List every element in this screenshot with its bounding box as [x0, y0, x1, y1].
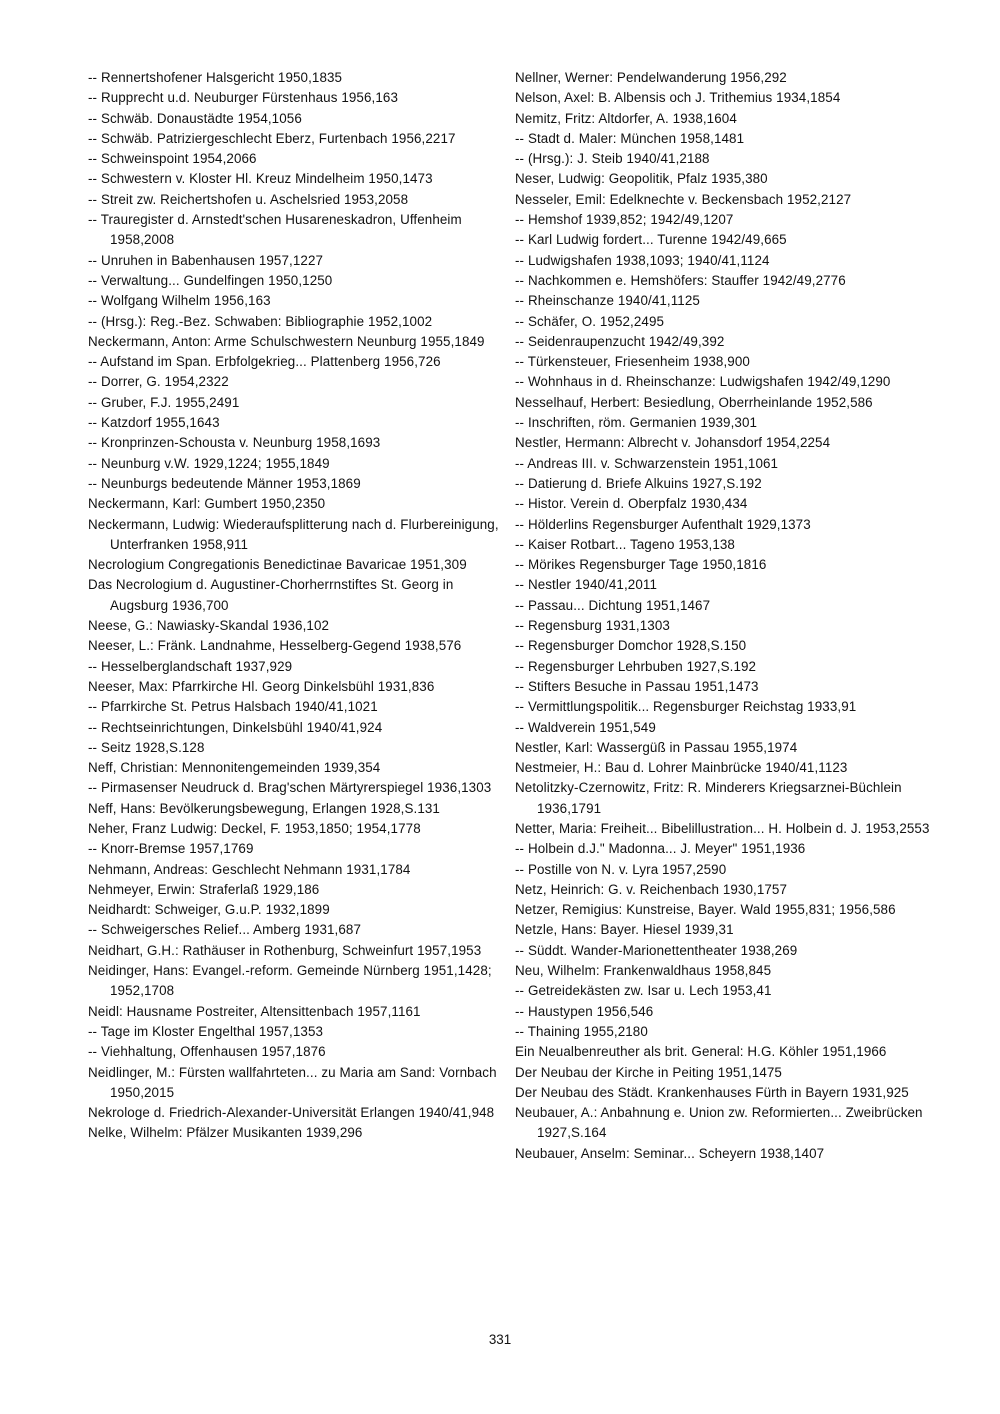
index-entry: -- Hölderlins Regensburger Aufenthalt 1929,1373 [515, 516, 811, 532]
index-entry: -- Wolfgang Wilhelm 1956,163 [88, 293, 271, 309]
index-entry: -- Postille von N. v. Lyra 1957,2590 [515, 861, 727, 877]
index-entry: Nesselhauf, Herbert: Besiedlung, Oberrheinlande 1952,586 [515, 394, 873, 410]
index-entry: -- Rennertshofener Halsgericht 1950,1835 [88, 70, 343, 85]
index-entry: Neidl: Hausname Postreiter, Altensittenbach 1957,1161 [88, 1003, 421, 1019]
index-entry: -- (Hrsg.): Reg.-Bez. Schwaben: Bibliographie 1952,1002 [88, 313, 433, 329]
index-entry: -- Gruber, F.J. 1955,2491 [88, 394, 240, 410]
index-entry: -- Nachkommen e. Hemshöfers: Stauffer 1942/49,2776 [515, 272, 846, 288]
index-entry: Neckermann, Anton: Arme Schulschwestern Neunburg 1955,1849 [88, 333, 485, 349]
index-entry: Neidhart, G.H.: Rathäuser in Rothenburg, Schweinfurt 1957,1953 [88, 942, 482, 958]
page-number: 331 [488, 1332, 512, 1347]
index-entry: -- Regensburger Lehrbuben 1927,S.192 [515, 658, 757, 674]
index-entry: -- Verwaltung... Gundelfingen 1950,1250 [88, 272, 333, 288]
index-entry: -- Waldverein 1951,549 [515, 719, 656, 735]
index-entry: Netter, Maria: Freiheit... Bibelillustration... H. Holbein d. J. 1953,2553 [515, 820, 930, 836]
index-entry: -- Knorr-Bremse 1957,1769 [88, 841, 254, 857]
index-entry: -- Rupprecht u.d. Neuburger Fürstenhaus 1956,163 [88, 90, 398, 106]
index-entry: Nestler, Karl: Wassergüß in Passau 1955,1974 [515, 739, 798, 755]
index-entry: Nemitz, Fritz: Altdorfer, A. 1938,1604 [515, 110, 737, 126]
index-entry: -- Regensburger Domchor 1928,S.150 [515, 638, 747, 654]
index-entry: Neese, G.: Nawiasky-Skandal 1936,102 [88, 618, 330, 634]
index-entry: Neckermann, Karl: Gumbert 1950,2350 [88, 496, 326, 512]
index-entry: Nehmeyer, Erwin: Straferlaß 1929,186 [88, 881, 320, 897]
index-entry: Necrologium Congregationis Benedictinae Bavaricae 1951,309 [88, 557, 467, 573]
index-entry: -- Getreidekästen zw. Isar u. Lech 1953,41 [515, 983, 772, 999]
index-entry: -- Neunburg v.W. 1929,1224; 1955,1849 [88, 455, 330, 471]
index-entry: -- Schweinspoint 1954,2066 [88, 151, 257, 167]
index-entry: -- Schwäb. Donaustädte 1954,1056 [88, 110, 302, 126]
index-entry: -- Hesselberglandschaft 1937,929 [88, 658, 293, 674]
index-entry: Neidlinger, M.: Fürsten wallfahrteten... zu Maria am Sand: Vornbach 1950,2015 [88, 1064, 497, 1100]
index-entry: -- Pfarrkirche St. Petrus Halsbach 1940/41,1021 [88, 699, 378, 715]
index-entry: -- Viehhaltung, Offenhausen 1957,1876 [88, 1044, 326, 1060]
index-entry: Nellner, Werner: Pendelwanderung 1956,292 [515, 70, 787, 85]
index-entry: -- Türkensteuer, Friesenheim 1938,900 [515, 354, 750, 370]
index-entry: -- Mörikes Regensburger Tage 1950,1816 [515, 557, 767, 573]
index-entry: -- Haustypen 1956,546 [515, 1003, 654, 1019]
index-entry: -- Aufstand im Span. Erbfolgekrieg... Plattenberg 1956,726 [88, 354, 441, 370]
index-entry: -- Stadt d. Maler: München 1958,1481 [515, 130, 745, 146]
index-entry: Neff, Christian: Mennonitengemeinden 1939,354 [88, 760, 381, 776]
index-entry: -- Andreas III. v. Schwarzenstein 1951,1061 [515, 455, 779, 471]
index-entry: -- Neunburgs bedeutende Männer 1953,1869 [88, 475, 361, 491]
index-entry: -- Thaining 1955,2180 [515, 1023, 648, 1039]
index-entry: Nestler, Hermann: Albrecht v. Johansdorf 1954,2254 [515, 435, 831, 451]
index-entry: Der Neubau der Kirche in Peiting 1951,1475 [515, 1064, 782, 1080]
index-entry: -- Karl Ludwig fordert... Turenne 1942/49,665 [515, 232, 787, 248]
index-entry: -- Kronprinzen-Schousta v. Neunburg 1958,1693 [88, 435, 381, 451]
index-entry: Neher, Franz Ludwig: Deckel, F. 1953,1850; 1954,1778 [88, 820, 421, 836]
index-column-right [515, 68, 930, 1164]
index-entry: Der Neubau des Städt. Krankenhauses Fürth in Bayern 1931,925 [515, 1084, 909, 1100]
index-entry: -- Unruhen in Babenhausen 1957,1227 [88, 252, 324, 268]
index-entry: -- Schwestern v. Kloster Hl. Kreuz Mindelheim 1950,1473 [88, 171, 433, 187]
index-entry: -- Regensburg 1931,1303 [515, 618, 670, 634]
index-entry: -- Trauregister d. Arnstedt'schen Husareneskadron, Uffenheim 1958,2008 [88, 212, 462, 248]
index-entry: -- Hemshof 1939,852; 1942/49,1207 [515, 212, 734, 228]
index-entry: -- Vermittlungspolitik... Regensburger Reichstag 1933,91 [515, 699, 857, 715]
index-entry: -- Rechtseinrichtungen, Dinkelsbühl 1940/41,924 [88, 719, 383, 735]
index-entry: -- Stifters Besuche in Passau 1951,1473 [515, 678, 759, 694]
index-entry: -- Kaiser Rotbart... Tageno 1953,138 [515, 536, 735, 552]
index-entry: Neidhardt: Schweiger, G.u.P. 1932,1899 [88, 902, 330, 918]
index-entry: Netzle, Hans: Bayer. Hiesel 1939,31 [515, 922, 734, 938]
index-entry: Nestmeier, H.: Bau d. Lohrer Mainbrücke 1940/41,1123 [515, 760, 848, 776]
index-entry: -- Histor. Verein d. Oberpfalz 1930,434 [515, 496, 748, 512]
index-entry: -- Rheinschanze 1940/41,1125 [515, 293, 700, 309]
index-entry: -- (Hrsg.): J. Steib 1940/41,2188 [515, 151, 710, 167]
index-entry: -- Seitz 1928,S.128 [88, 739, 205, 755]
index-entry: -- Süddt. Wander-Marionettentheater 1938,269 [515, 942, 798, 958]
index-entry: Netzer, Remigius: Kunstreise, Bayer. Wald 1955,831; 1956,586 [515, 902, 896, 918]
index-entry: -- Wohnhaus in d. Rheinschanze: Ludwigshafen 1942/49,1290 [515, 374, 891, 390]
index-entry: Das Necrologium d. Augustiner-Chorherrnstiftes St. Georg in Augsburg 1936,700 [88, 577, 454, 613]
index-entry: Ein Neualbenreuther als brit. General: H.G. Köhler 1951,1966 [515, 1044, 887, 1060]
index-entry: Neidinger, Hans: Evangel.-reform. Gemeinde Nürnberg 1951,1428; 1952,1708 [88, 963, 492, 999]
index-entry: -- Ludwigshafen 1938,1093; 1940/41,1124 [515, 252, 770, 268]
index-entry: Neeser, L.: Fränk. Landnahme, Hesselberg-Gegend 1938,576 [88, 638, 462, 654]
index-entry: -- Inschriften, röm. Germanien 1939,301 [515, 415, 758, 431]
index-entry: -- Datierung d. Briefe Alkuins 1927,S.192 [515, 475, 762, 491]
index-entry: -- Schwäb. Patriziergeschlecht Eberz, Furtenbach 1956,2217 [88, 130, 456, 146]
index-entry: Nelke, Wilhelm: Pfälzer Musikanten 1939,296 [88, 1125, 363, 1141]
index-entry: Neubauer, Anselm: Seminar... Scheyern 1938,1407 [515, 1145, 825, 1161]
index-entry: Neff, Hans: Bevölkerungsbewegung, Erlangen 1928,S.131 [88, 800, 440, 816]
index-entry: -- Tage im Kloster Engelthal 1957,1353 [88, 1023, 324, 1039]
index-entry: Neser, Ludwig: Geopolitik, Pfalz 1935,380 [515, 171, 768, 187]
index-entry: -- Holbein d.J." Madonna... J. Meyer" 1951,1936 [515, 841, 806, 857]
index-entry: Neubauer, A.: Anbahnung e. Union zw. Reformierten... Zweibrücken 1927,S.164 [515, 1105, 923, 1141]
index-entry: Neeser, Max: Pfarrkirche Hl. Georg Dinkelsbühl 1931,836 [88, 678, 435, 694]
index-entry: Nekrologe d. Friedrich-Alexander-Universität Erlangen 1940/41,948 [88, 1105, 495, 1121]
index-entry: Nelson, Axel: B. Albensis och J. Trithemius 1934,1854 [515, 90, 841, 106]
index-entry: -- Dorrer, G. 1954,2322 [88, 374, 229, 390]
index-entry: Nehmann, Andreas: Geschlecht Nehmann 1931,1784 [88, 861, 411, 877]
index-entry: Neu, Wilhelm: Frankenwaldhaus 1958,845 [515, 963, 772, 979]
index-entry: -- Schäfer, O. 1952,2495 [515, 313, 665, 329]
index-entry: -- Schweigersches Relief... Amberg 1931,687 [88, 922, 361, 938]
index-entry: Neckermann, Ludwig: Wiederaufsplitterung nach d. Flurbereinigung, Unterfranken 1958,911 [88, 516, 499, 552]
index-entry: -- Nestler 1940/41,2011 [515, 577, 657, 593]
index-entry: Nesseler, Emil: Edelknechte v. Beckensbach 1952,2127 [515, 191, 852, 207]
index-entry: Netz, Heinrich: G. v. Reichenbach 1930,1757 [515, 881, 788, 897]
index-entry: -- Pirmasenser Neudruck d. Brag'schen Märtyrerspiegel 1936,1303 [88, 780, 492, 796]
index-entry: -- Katzdorf 1955,1643 [88, 415, 220, 431]
index-column-left [88, 68, 500, 1144]
index-entry: -- Streit zw. Reichertshofen u. Aschelsried 1953,2058 [88, 191, 409, 207]
index-entry: -- Seidenraupenzucht 1942/49,392 [515, 333, 725, 349]
index-entry: Netolitzky-Czernowitz, Fritz: R. Minderers Kriegsarznei-Büchlein 1936,1791 [515, 780, 902, 816]
index-entry: -- Passau... Dichtung 1951,1467 [515, 597, 711, 613]
